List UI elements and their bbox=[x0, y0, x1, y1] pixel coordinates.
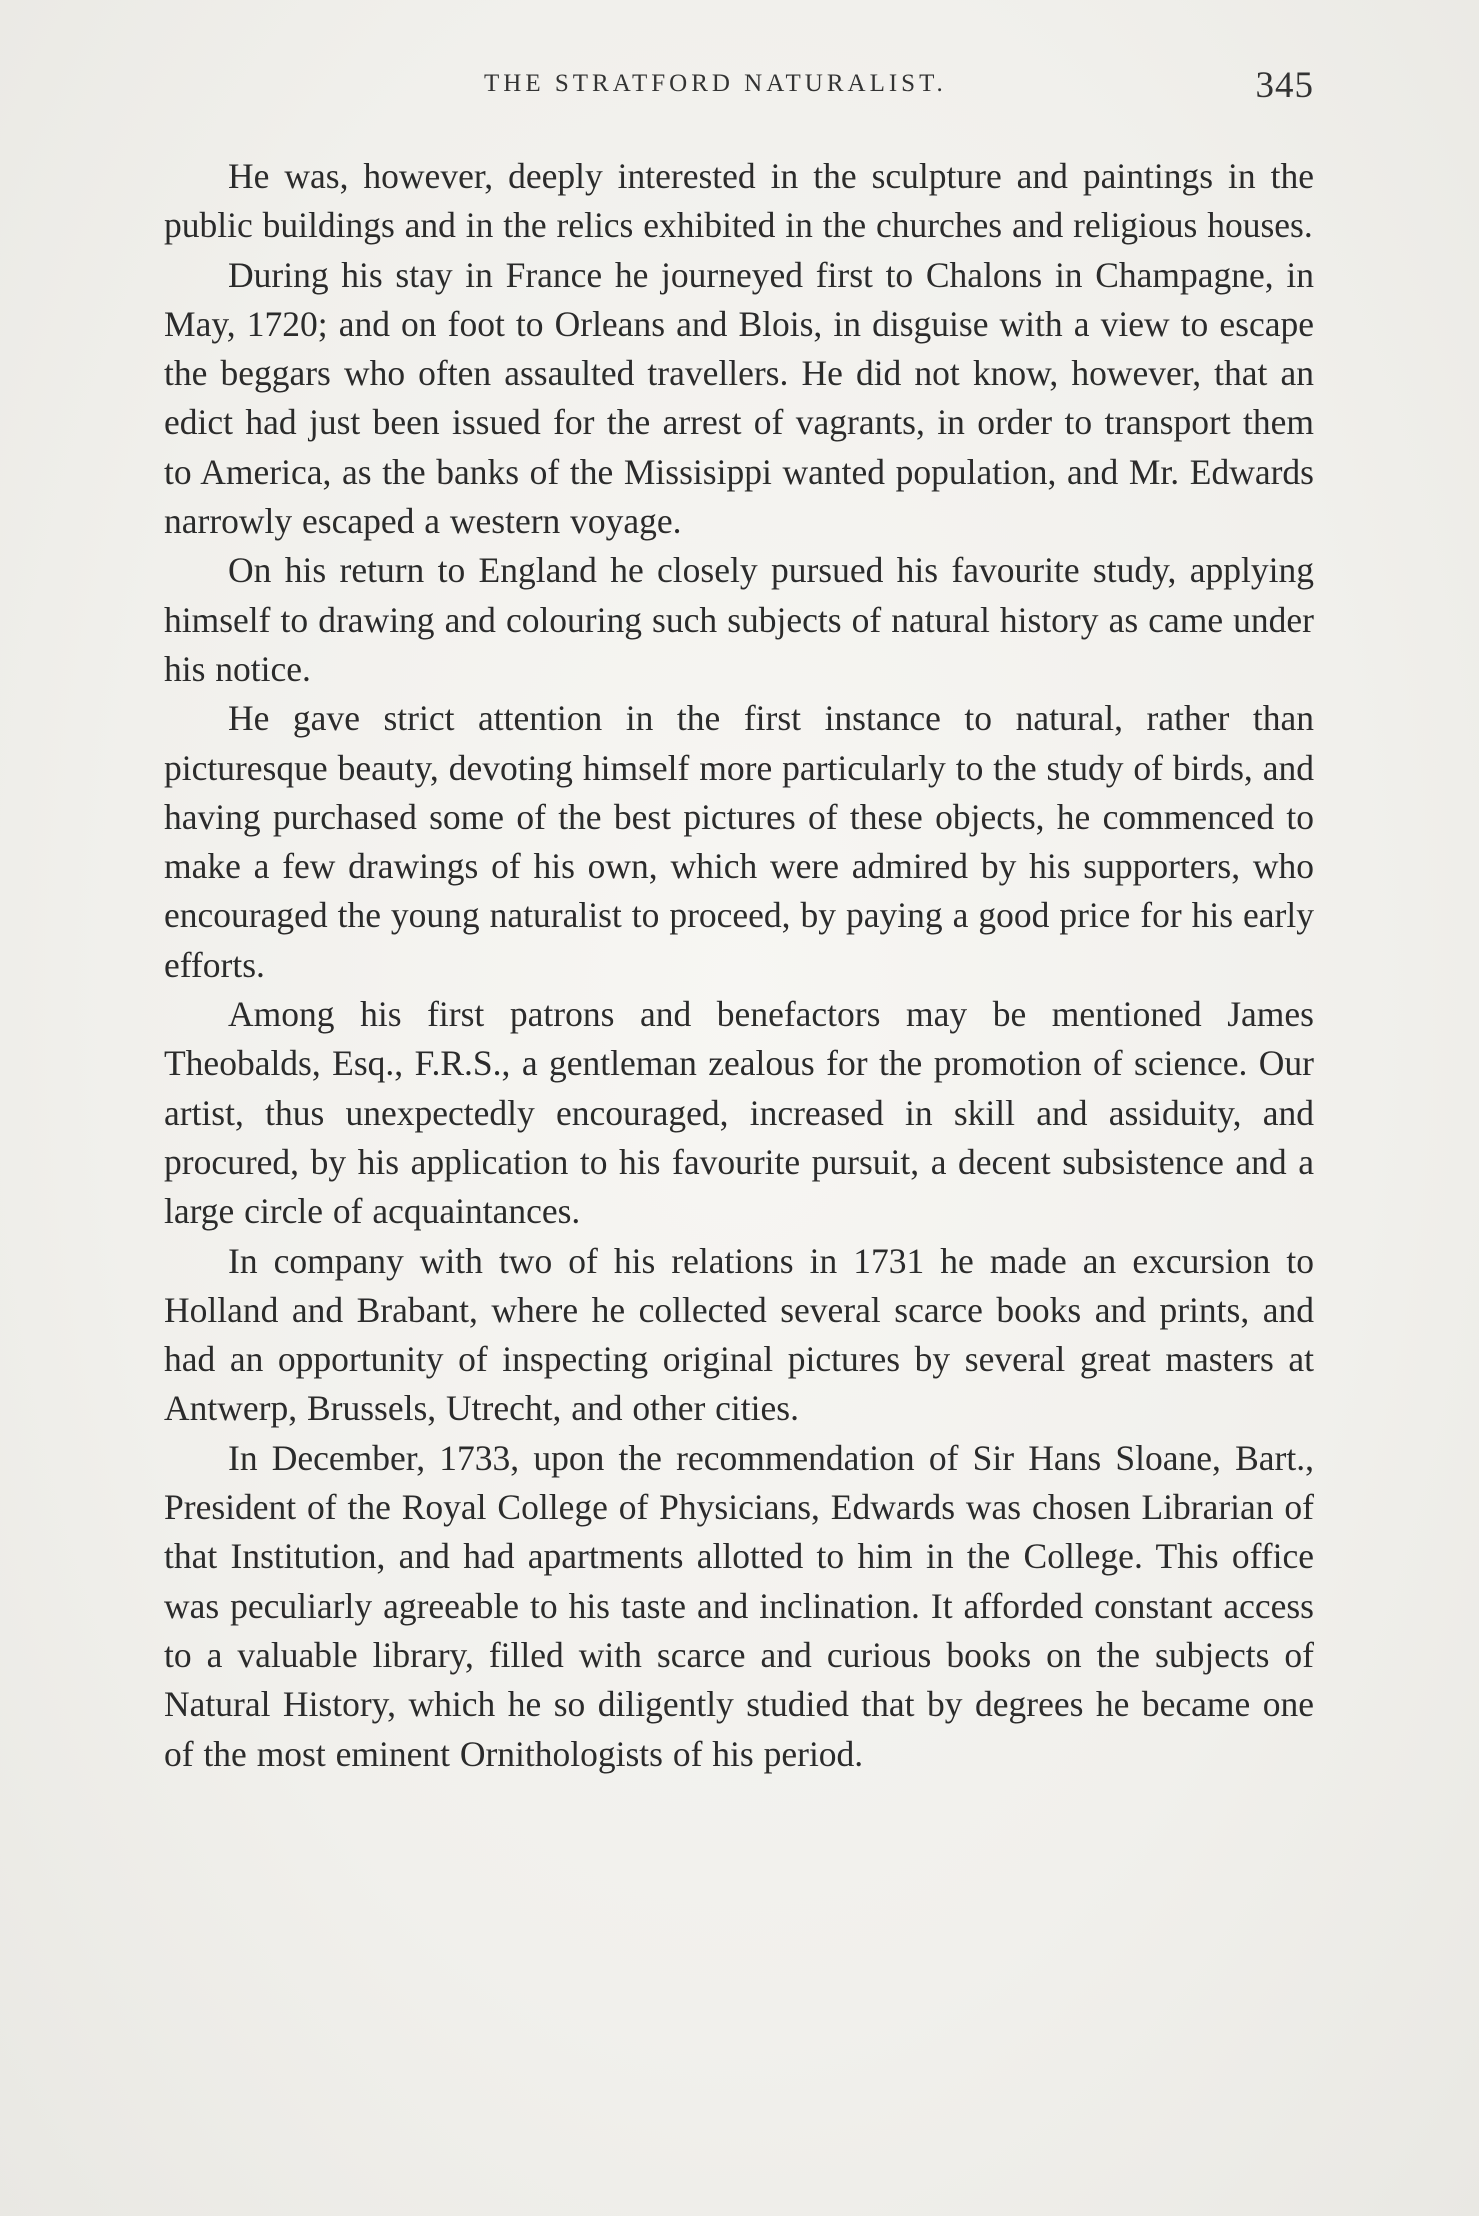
paragraph: On his return to England he closely pursued his favourite study, applying himself to drawing and colouring such subjects of natural history as came under his notice. bbox=[164, 550, 1314, 689]
running-head bbox=[164, 65, 1314, 120]
paragraph: In December, 1733, upon the recommendation of Sir Hans Sloane, Bart., President of the Royal College of Physicians, Edwards was chosen Librarian of that Institution, and had apartments allotted to him in the College. This office was peculiarly agreeable to his taste and inclination. It afforded constant access to a valuable library, filled with scarce and curious books on the subjects of Natural History, which he so diligently studied that by degrees he became one of the most eminent Ornithologists of his period. bbox=[164, 1437, 1314, 1774]
paragraph: He was, however, deeply interested in the sculpture and paintings in the public buildings and in the relics exhibited in the churches and religious houses. bbox=[164, 156, 1314, 246]
paragraph: In company with two of his relations in 1731 he made an excursion to Holland and Brabant, where he collected several scarce books and prints, and had an opportunity of inspecting original pictures by several great masters at Antwerp, Brussels, Utrecht, and other cities. bbox=[164, 1240, 1314, 1429]
paragraph: During his stay in France he journeyed first to Chalons in Champagne, in May, 1720; and on foot to Orleans and Blois, in disguise with a view to escape the beggars who often assaulted travellers. He did not know, however, that an edict had just been issued for the arrest of vagrants, in order to transport them to America, as the banks of the Missisippi wanted population, and Mr. Edwards narrowly escaped a western voyage. bbox=[164, 254, 1314, 542]
paragraph: Among his first patrons and benefactors may be mentioned James Theobalds, Esq., F.R.S., a gentleman zealous for the promotion of science. Our artist, thus unexpectedly encouraged, increased in skill and assiduity, and procured, by his application to his favourite pursuit, a decent subsistence and a large circle of acquaintances. bbox=[164, 994, 1314, 1232]
running-title: THE STRATFORD NATURALIST. bbox=[484, 70, 947, 97]
page-number: 345 bbox=[1255, 65, 1314, 106]
body-text bbox=[164, 152, 1314, 1779]
paragraph: He gave strict attention in the first instance to natural, rather than picturesque beauty, devoting himself more particularly to the study of birds, and having purchased some of the best pictures of these objects, he commenced to make a few drawings of his own, which were admired by his supporters, who encouraged the young naturalist to proceed, by paying a good price for his early efforts. bbox=[164, 698, 1314, 985]
